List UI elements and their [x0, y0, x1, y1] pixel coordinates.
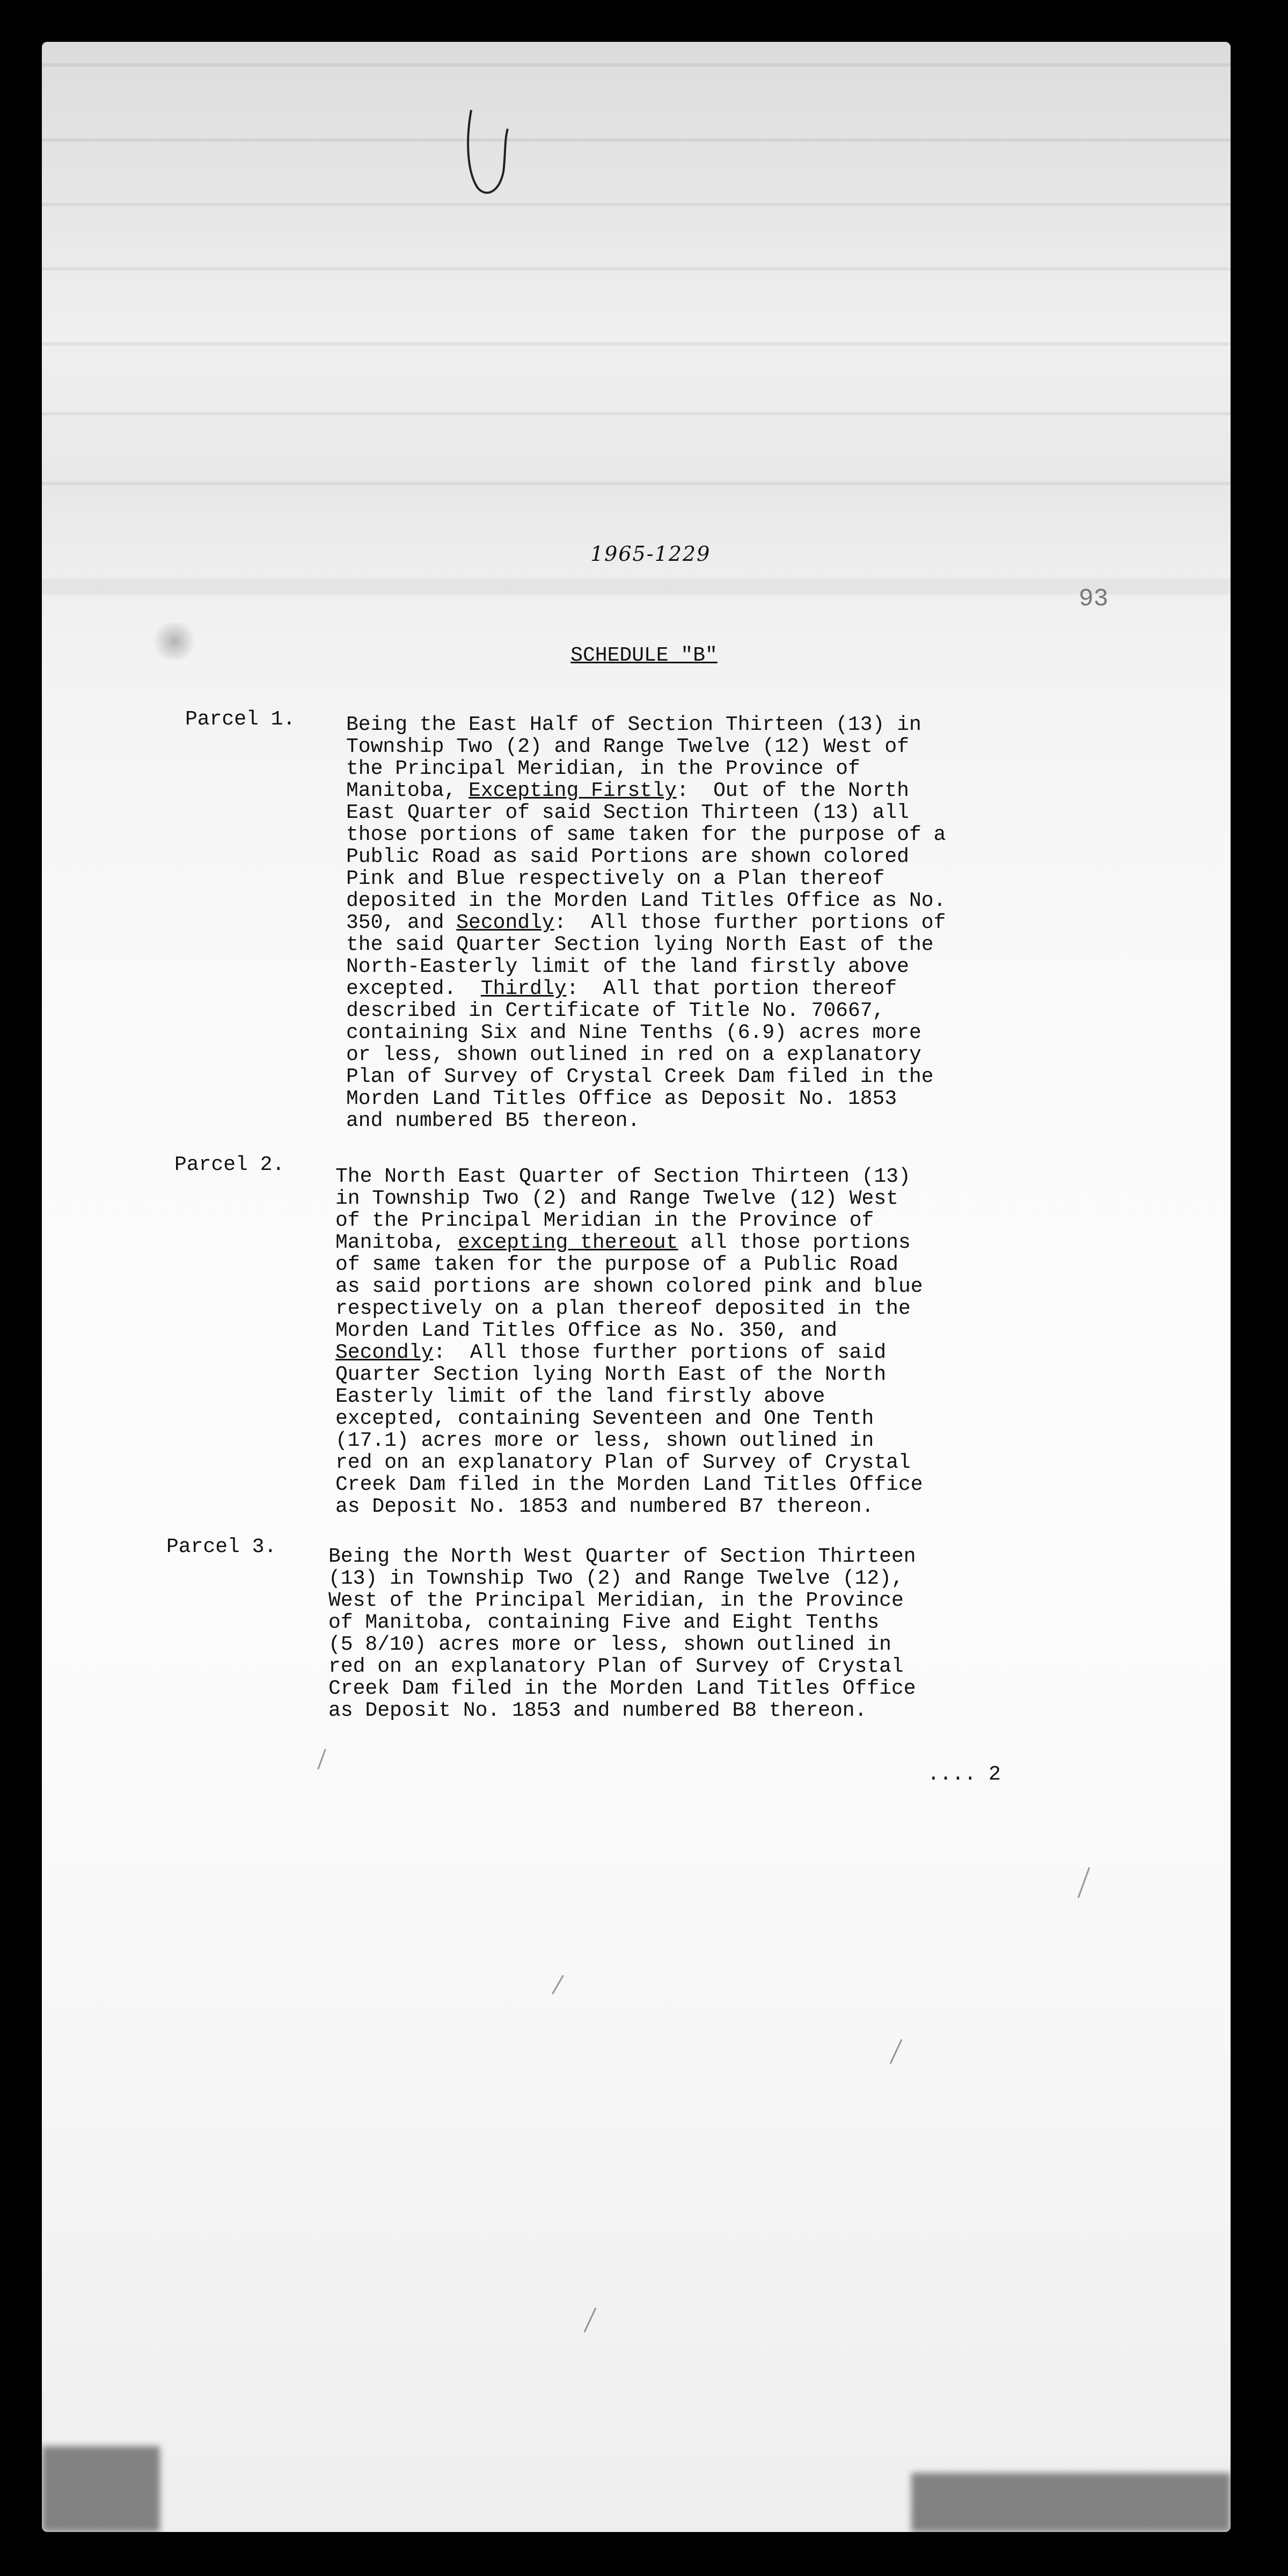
text-line: 350, and Secondly: All those further portions of — [346, 911, 946, 934]
text-line: containing Six and Nine Tenths (6.9) acres more — [346, 1021, 921, 1044]
text-line: the said Quarter Section lying North East of the — [346, 933, 934, 956]
text-line: (17.1) acres more or less, shown outlined in — [335, 1429, 874, 1452]
parcel-label: Parcel 3. — [166, 1535, 277, 1558]
text-line: of the Principal Meridian in the Province of — [335, 1209, 874, 1232]
text-line: North-Easterly limit of the land firstly above — [346, 955, 909, 978]
page-stamp: 93 — [1079, 585, 1109, 613]
text-line: Public Road as said Portions are shown colored — [346, 845, 909, 868]
text-line: of same taken for the purpose of a Public Road — [335, 1253, 898, 1276]
text-line: Township Two (2) and Range Twelve (12) West of — [346, 735, 909, 758]
text-line: Manitoba, excepting thereout all those portions — [335, 1231, 911, 1254]
text-line: in Township Two (2) and Range Twelve (12) West — [335, 1187, 898, 1210]
text-line: red on an explanatory Plan of Survey of Crystal — [335, 1451, 911, 1474]
text-line: as Deposit No. 1853 and numbered B7 thereon. — [335, 1495, 874, 1518]
text-line: or less, shown outlined in red on a explanatory — [346, 1043, 921, 1066]
text-line: East Quarter of said Section Thirteen (13) all — [346, 801, 909, 824]
parcel-label: Parcel 2. — [174, 1153, 285, 1176]
text-line: excepted. Thirdly: All that portion thereof — [346, 977, 897, 1000]
parcel-text — [328, 1546, 1005, 1722]
text-line: Secondly: All those further portions of said — [335, 1341, 887, 1364]
text-line: those portions of same taken for the purpose of a — [346, 823, 946, 846]
text-line: Manitoba, Excepting Firstly: Out of the North — [346, 779, 909, 802]
text-line: Creek Dam filed in the Morden Land Titles Office — [328, 1677, 916, 1700]
text-line: described in Certificate of Title No. 70667, — [346, 999, 885, 1022]
text-line: (13) in Township Two (2) and Range Twelve (12), — [328, 1567, 904, 1590]
parcel-text — [335, 1166, 1012, 1518]
text-line: Plan of Survey of Crystal Creek Dam filed in the — [346, 1065, 934, 1088]
continuation-marker: .... 2 — [927, 1763, 1001, 1786]
text-line: Pink and Blue respectively on a Plan thereof — [346, 867, 885, 890]
text-line: Morden Land Titles Office as No. 350, and — [335, 1319, 837, 1342]
text-line: as said portions are shown colored pink and blue — [335, 1275, 923, 1298]
text-line: (5 8/10) acres more or less, shown outlined in — [328, 1633, 891, 1656]
pencil-mark-icon — [462, 107, 510, 199]
handwritten-file-number: 1965-1229 — [590, 542, 711, 566]
text-line: Quarter Section lying North East of the North — [335, 1363, 887, 1386]
text-line: Being the East Half of Section Thirteen (13) in — [346, 713, 921, 736]
text-line: The North East Quarter of Section Thirteen (13) — [335, 1165, 911, 1188]
text-line: of Manitoba, containing Five and Eight Tenths — [328, 1611, 880, 1634]
text-line: as Deposit No. 1853 and numbered B8 thereon. — [328, 1699, 867, 1722]
text-line: respectively on a plan thereof deposited in the — [335, 1297, 911, 1320]
parcel-label: Parcel 1. — [185, 708, 296, 731]
text-line: the Principal Meridian, in the Province of — [346, 757, 860, 780]
parcel-text — [346, 714, 1022, 1132]
text-line: West of the Principal Meridian, in the Province — [328, 1589, 904, 1612]
text-line: Morden Land Titles Office as Deposit No. 1853 — [346, 1087, 897, 1110]
text-line: deposited in the Morden Land Titles Office as No. — [346, 889, 946, 912]
text-line: Easterly limit of the land firstly above — [335, 1385, 825, 1408]
text-line: red on an explanatory Plan of Survey of Crystal — [328, 1655, 904, 1678]
text-line: Being the North West Quarter of Section Thirteen — [328, 1545, 916, 1568]
text-line: and numbered B5 thereon. — [346, 1109, 640, 1132]
document-title: SCHEDULE "B" — [570, 644, 718, 667]
text-line: Creek Dam filed in the Morden Land Titles Office — [335, 1473, 923, 1496]
text-line: excepted, containing Seventeen and One Tenth — [335, 1407, 874, 1430]
